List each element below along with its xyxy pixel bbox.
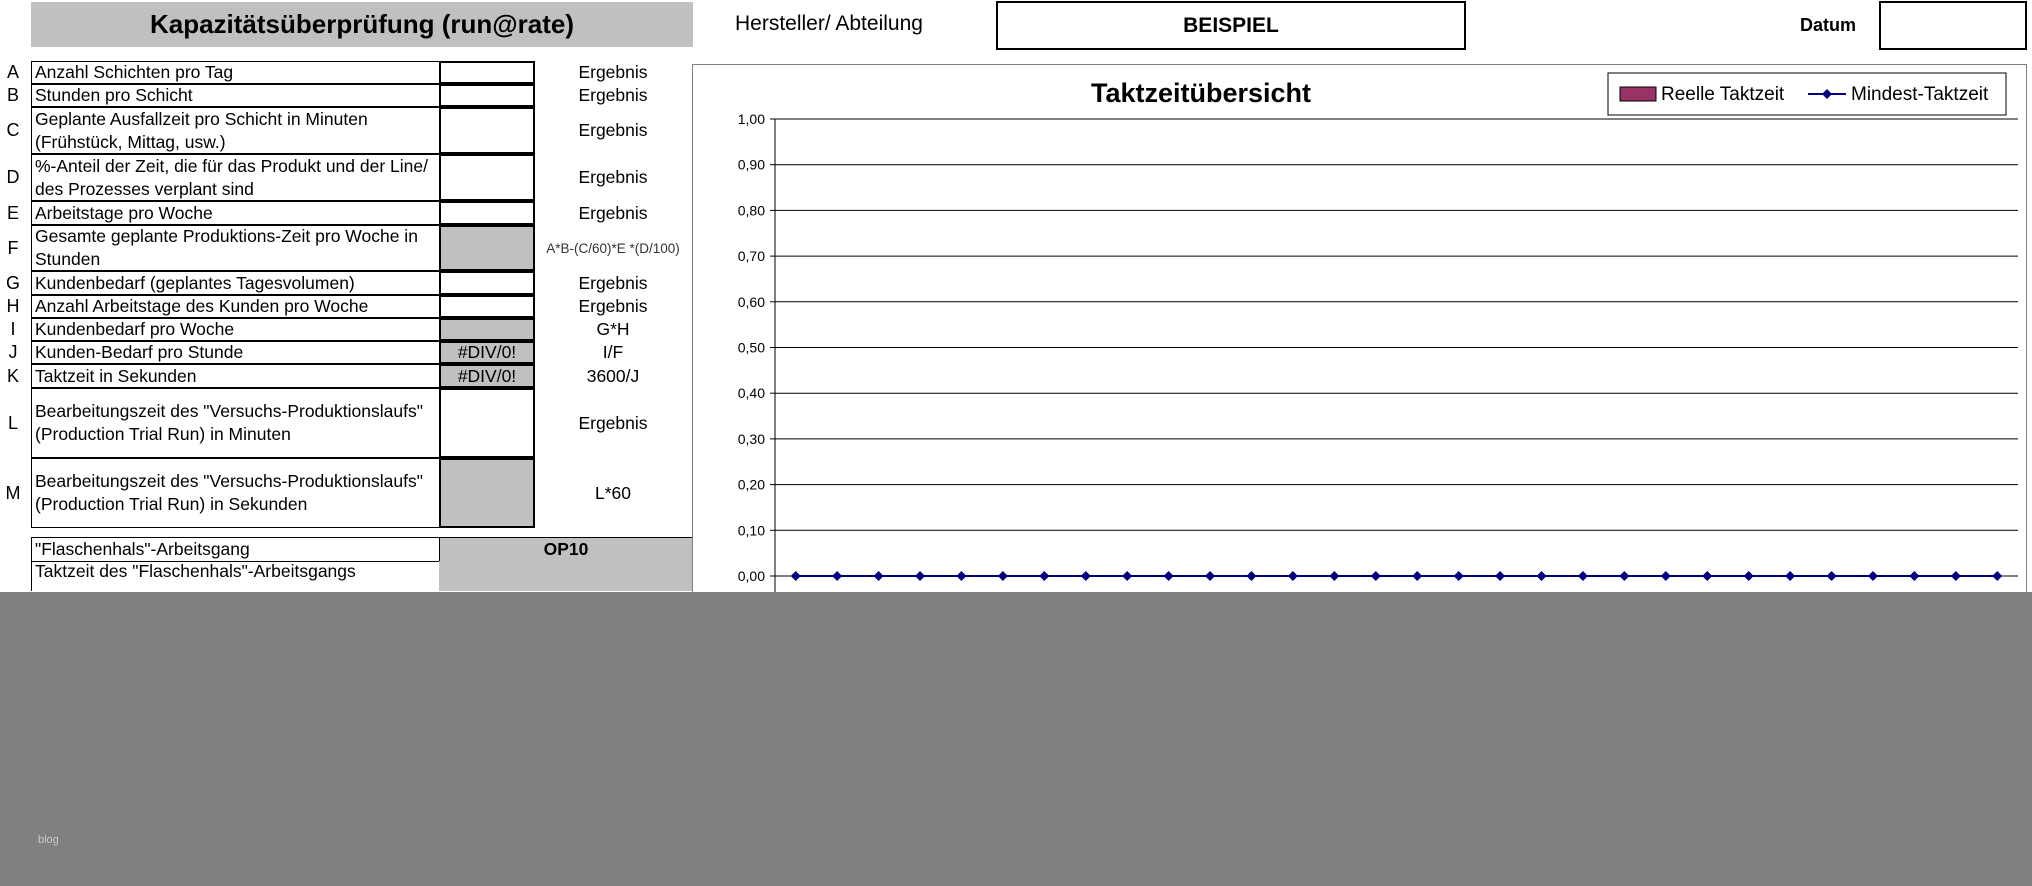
chart-canvas xyxy=(693,65,2028,605)
row-letter: J xyxy=(8,342,18,362)
row-result: L*60 xyxy=(594,482,631,503)
bottleneck-value[interactable]: OP10 xyxy=(439,537,693,562)
series-point xyxy=(1868,571,1878,581)
bottleneck-tact-label: Taktzeit des "Flaschenhals"-Arbeitsgangs xyxy=(31,561,440,591)
row-result: Ergebnis xyxy=(578,272,648,293)
row-input[interactable] xyxy=(439,271,535,295)
series-point xyxy=(1744,571,1754,581)
y-tick-label: 0,10 xyxy=(737,522,765,539)
row-input[interactable] xyxy=(439,201,535,225)
bottleneck-label: "Flaschenhals"-Arbeitsgang xyxy=(31,537,440,562)
row-label: Anzahl Schichten pro Tag xyxy=(31,61,440,84)
series-point xyxy=(1495,571,1505,581)
row-letter: A xyxy=(6,62,19,82)
row-label: Bearbeitungszeit des "Versuchs-Produktionslaufs" (Production Trial Run) in Minuten xyxy=(31,388,440,458)
row-input[interactable] xyxy=(439,154,535,201)
row-result: G*H xyxy=(596,319,630,339)
row-label: Bearbeitungszeit des "Versuchs-Produktionslaufs" (Production Trial Run) in Sekunden xyxy=(31,458,440,528)
series-point xyxy=(1909,571,1919,581)
series-point xyxy=(1246,571,1256,581)
series-point xyxy=(1578,571,1588,581)
y-tick-label: 0,90 xyxy=(737,156,765,173)
series-point xyxy=(1827,571,1837,581)
row-result: I/F xyxy=(602,342,624,362)
series-point xyxy=(1619,571,1629,581)
series-point xyxy=(1205,571,1215,581)
series-point xyxy=(1702,571,1712,581)
row-label: Kundenbedarf pro Woche xyxy=(31,318,440,341)
row-input[interactable] xyxy=(439,107,535,154)
row-input[interactable] xyxy=(439,318,535,341)
y-tick-label: 0,00 xyxy=(737,568,765,584)
row-letter: M xyxy=(5,482,21,503)
series-point xyxy=(1951,571,1961,581)
row-input[interactable] xyxy=(439,61,535,84)
y-tick-label: 0,80 xyxy=(737,202,765,219)
row-result: A*B-(C/60)*E *(D/100) xyxy=(546,240,680,256)
series-point xyxy=(1371,571,1381,581)
row-letter: L xyxy=(7,412,18,433)
row-input[interactable] xyxy=(439,225,535,271)
bottleneck-tact-field[interactable] xyxy=(439,561,693,591)
row-label: Gesamte geplante Produktions-Zeit pro Woche in Stunden xyxy=(31,225,440,271)
series-point xyxy=(1288,571,1298,581)
row-result: 3600/J xyxy=(586,365,640,386)
row-letter: E xyxy=(6,202,19,223)
y-tick-label: 0,30 xyxy=(737,430,765,447)
watermark-text: blog xyxy=(38,834,59,846)
series-point xyxy=(1329,571,1339,581)
series-point xyxy=(1537,571,1547,581)
series-point xyxy=(1122,571,1132,581)
row-input[interactable] xyxy=(439,84,535,107)
row-input[interactable] xyxy=(439,458,535,528)
row-letter: H xyxy=(6,296,20,316)
row-letter: D xyxy=(6,167,20,187)
date-field[interactable] xyxy=(1879,1,2027,50)
row-result: Ergebnis xyxy=(578,296,648,316)
row-result: Ergebnis xyxy=(578,85,648,105)
row-letter: I xyxy=(10,319,16,339)
row-letter: C xyxy=(6,120,20,140)
series-point xyxy=(956,571,966,581)
row-label: Kundenbedarf (geplantes Tagesvolumen) xyxy=(31,271,440,295)
row-result: Ergebnis xyxy=(578,202,648,223)
manufacturer-label: Hersteller/ Abteilung xyxy=(735,12,923,35)
tact-time-chart[interactable] xyxy=(692,64,2027,604)
y-tick-label: 0,20 xyxy=(737,476,765,493)
row-label: Anzahl Arbeitstage des Kunden pro Woche xyxy=(31,295,440,318)
row-input[interactable]: #DIV/0! xyxy=(439,364,535,388)
row-label: Arbeitstage pro Woche xyxy=(31,201,440,225)
row-label: Taktzeit in Sekunden xyxy=(31,364,440,388)
y-tick-label: 0,60 xyxy=(737,293,765,310)
series-point xyxy=(1039,571,1049,581)
row-label: Geplante Ausfallzeit pro Schicht in Minuten (Frühstück, Mittag, usw.) xyxy=(31,107,440,154)
row-input[interactable] xyxy=(439,388,535,458)
manufacturer-field[interactable]: BEISPIEL xyxy=(996,1,1466,50)
gray-overlay xyxy=(0,592,2032,886)
row-result: Ergebnis xyxy=(578,167,648,187)
series-point xyxy=(1992,571,2002,581)
row-input[interactable]: #DIV/0! xyxy=(439,341,535,364)
sheet-title: Kapazitätsüberprüfung (run@rate) xyxy=(31,2,693,47)
series-point xyxy=(1785,571,1795,581)
row-letter: F xyxy=(7,237,19,258)
series-point xyxy=(1081,571,1091,581)
chart-title: Taktzeitübersicht xyxy=(1090,78,1312,108)
series-point xyxy=(1454,571,1464,581)
y-tick-label: 0,40 xyxy=(737,385,765,402)
row-letter: K xyxy=(6,365,19,386)
row-letter: G xyxy=(5,272,20,293)
y-tick-label: 0,50 xyxy=(737,339,765,356)
legend-label-mindest-taktzeit: Mindest-Taktzeit xyxy=(1851,84,1989,105)
row-label: Kunden-Bedarf pro Stunde xyxy=(31,341,440,364)
legend-label-reelle-taktzeit: Reelle Taktzeit xyxy=(1661,84,1785,105)
series-point xyxy=(998,571,1008,581)
legend-swatch-reelle-taktzeit xyxy=(1620,87,1656,101)
row-result: Ergebnis xyxy=(578,120,648,140)
series-point xyxy=(874,571,884,581)
series-point xyxy=(791,571,801,581)
y-tick-label: 1,00 xyxy=(737,111,765,127)
series-point xyxy=(1164,571,1174,581)
y-tick-label: 0,70 xyxy=(737,248,765,265)
series-point xyxy=(832,571,842,581)
row-result: Ergebnis xyxy=(578,412,648,433)
row-letter: B xyxy=(6,85,19,105)
row-result: Ergebnis xyxy=(578,62,648,82)
series-point xyxy=(915,571,925,581)
row-label: %-Anteil der Zeit, die für das Produkt und der Line/ des Prozesses verplant sind xyxy=(31,154,440,201)
series-point xyxy=(1412,571,1422,581)
row-label: Stunden pro Schicht xyxy=(31,84,440,107)
series-point xyxy=(1661,571,1671,581)
date-label: Datum xyxy=(1800,14,1857,35)
row-input[interactable] xyxy=(439,295,535,318)
